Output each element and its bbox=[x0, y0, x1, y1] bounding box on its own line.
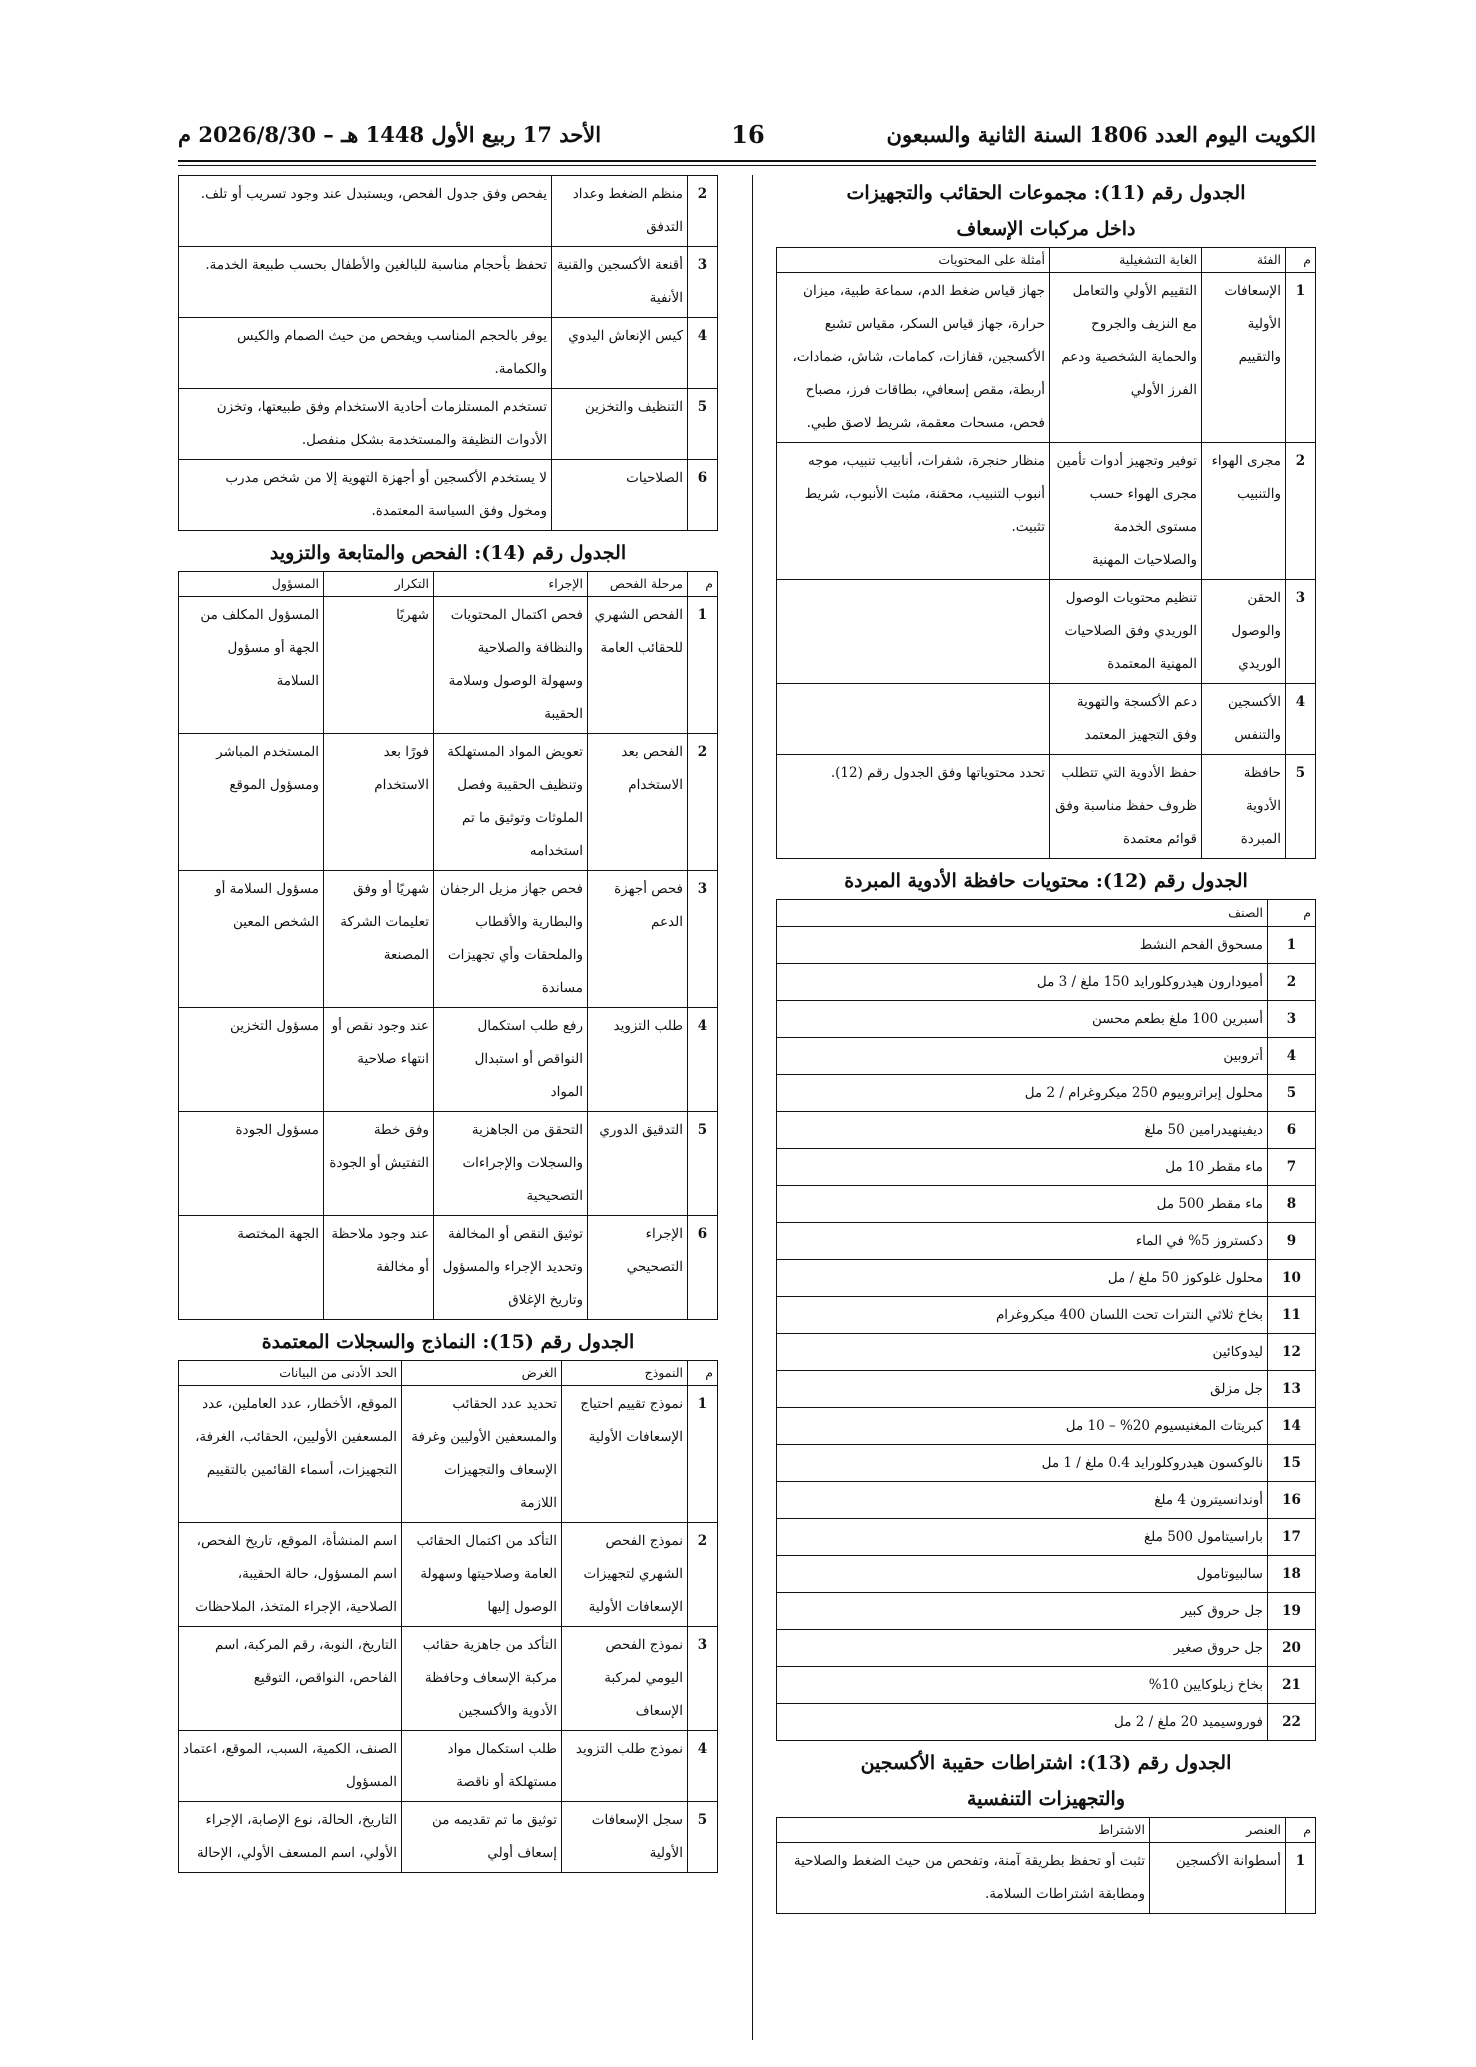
minimum-data: التاريخ، النوبة، رقم المركبة، اسم الفاحص، النواقص، التوقيع bbox=[179, 1627, 402, 1731]
issue-date: الأحد 17 ربيع الأول 1448 هـ – 2026/8/30 م bbox=[178, 122, 602, 147]
item: ديفينهيدرامين 50 ملغ bbox=[777, 1112, 1268, 1149]
form-purpose: التأكد من اكتمال الحقائب العامة وصلاحيتها وسهولة الوصول إليها bbox=[402, 1523, 562, 1627]
table-row bbox=[179, 1731, 718, 1802]
minimum-data: الصنف، الكمية، السبب، الموقع، اعتماد المسؤول bbox=[179, 1731, 402, 1802]
row-number: 1 bbox=[1286, 273, 1316, 443]
table-row bbox=[179, 1216, 718, 1320]
requirement: تثبت أو تحفظ بطريقة آمنة، وتفحص من حيث الضغط والصلاحية ومطابقة اشتراطات السلامة. bbox=[777, 1843, 1150, 1914]
row-number: 2 bbox=[688, 176, 718, 247]
procedure: فحص اكتمال المحتويات والنظافة والصلاحية وسهولة الوصول وسلامة الحقيبة bbox=[434, 597, 588, 734]
right-column bbox=[776, 175, 1316, 1914]
col-header: م bbox=[688, 1361, 718, 1386]
contents: منظار حنجرة، شفرات، أنابيب تنبيب، موجه أنبوب التنبيب، محقنة، مثبت الأنبوب، شريط تثبيت. bbox=[777, 443, 1050, 580]
purpose: دعم الأكسجة والتهوية وفق التجهيز المعتمد bbox=[1050, 684, 1202, 755]
procedure: توثيق النقص أو المخالفة وتحديد الإجراء والمسؤول وتاريخ الإغلاق bbox=[434, 1216, 588, 1320]
minimum-data: التاريخ، الحالة، نوع الإصابة، الإجراء الأولي، اسم المسعف الأولي، الإحالة bbox=[179, 1802, 402, 1873]
col-header: الصنف bbox=[777, 900, 1268, 927]
table-row bbox=[777, 1260, 1316, 1297]
responsible: مسؤول التخزين bbox=[179, 1008, 324, 1112]
row-number: 9 bbox=[1268, 1223, 1316, 1260]
row-number: 5 bbox=[1286, 755, 1316, 859]
table-row bbox=[777, 1001, 1316, 1038]
col-header: الغرض bbox=[402, 1361, 562, 1386]
table-12 bbox=[776, 899, 1316, 1741]
row-number: 5 bbox=[1268, 1075, 1316, 1112]
frequency: وفق خطة التفتيش أو الجودة bbox=[324, 1112, 434, 1216]
table-row bbox=[179, 1386, 718, 1523]
row-number: 4 bbox=[688, 318, 718, 389]
row-number: 8 bbox=[1268, 1186, 1316, 1223]
element: منظم الضغط وعداد التدفق bbox=[552, 176, 688, 247]
table-row bbox=[179, 1627, 718, 1731]
item: فوروسيميد 20 ملغ / 2 مل bbox=[777, 1704, 1268, 1741]
row-number: 22 bbox=[1268, 1704, 1316, 1741]
table-14 bbox=[178, 571, 718, 1320]
table-row bbox=[777, 1223, 1316, 1260]
item: ماء مقطر 10 مل bbox=[777, 1149, 1268, 1186]
table-row bbox=[777, 273, 1316, 443]
item: أميودارون هيدروكلورايد 150 ملغ / 3 مل bbox=[777, 964, 1268, 1001]
row-number: 13 bbox=[1268, 1371, 1316, 1408]
category: الأكسجين والتنفس bbox=[1202, 684, 1286, 755]
form-purpose: تحديد عدد الحقائب والمسعفين الأوليين وغرفة الإسعاف والتجهيزات اللازمة bbox=[402, 1386, 562, 1523]
header-rule-thin bbox=[178, 165, 1316, 166]
row-number: 1 bbox=[1268, 927, 1316, 964]
table-row bbox=[777, 1630, 1316, 1667]
left-column bbox=[178, 175, 718, 1873]
item: ليدوكائين bbox=[777, 1334, 1268, 1371]
table-row bbox=[179, 734, 718, 871]
table-row bbox=[777, 1038, 1316, 1075]
table-row bbox=[777, 1371, 1316, 1408]
row-number: 11 bbox=[1268, 1297, 1316, 1334]
item: محلول غلوكوز 50 ملغ / مل bbox=[777, 1260, 1268, 1297]
row-number: 10 bbox=[1268, 1260, 1316, 1297]
stage: فحص أجهزة الدعم bbox=[588, 871, 688, 1008]
stage: التدقيق الدوري bbox=[588, 1112, 688, 1216]
stage: طلب التزويد bbox=[588, 1008, 688, 1112]
col-header: أمثلة على المحتويات bbox=[777, 248, 1050, 273]
row-number: 3 bbox=[1286, 580, 1316, 684]
table-row bbox=[777, 1843, 1316, 1914]
item: أوندانسيترون 4 ملغ bbox=[777, 1482, 1268, 1519]
requirement: تحفظ بأحجام مناسبة للبالغين والأطفال بحسب طبيعة الخدمة. bbox=[179, 247, 552, 318]
row-number: 2 bbox=[688, 734, 718, 871]
item: مسحوق الفحم النشط bbox=[777, 927, 1268, 964]
col-header: الفئة bbox=[1202, 248, 1286, 273]
table-header-row bbox=[777, 900, 1316, 927]
table-row bbox=[777, 1445, 1316, 1482]
requirement: لا يستخدم الأكسجين أو أجهزة التهوية إلا من شخص مدرب ومخول وفق السياسة المعتمدة. bbox=[179, 460, 552, 531]
row-number: 2 bbox=[1268, 964, 1316, 1001]
item: بخاخ زيلوكايين 10% bbox=[777, 1667, 1268, 1704]
form-name: نموذج طلب التزويد bbox=[562, 1731, 688, 1802]
table-header-row bbox=[179, 1361, 718, 1386]
item: بخاخ ثلاثي النترات تحت اللسان 400 ميكروغرام bbox=[777, 1297, 1268, 1334]
col-header: م bbox=[1268, 900, 1316, 927]
table-15 bbox=[178, 1360, 718, 1873]
column-divider bbox=[752, 175, 753, 2040]
category: حافظة الأدوية المبردة bbox=[1202, 755, 1286, 859]
frequency: عند وجود نقص أو انتهاء صلاحية bbox=[324, 1008, 434, 1112]
item: سالبيوتامول bbox=[777, 1556, 1268, 1593]
row-number: 5 bbox=[688, 1112, 718, 1216]
row-number: 4 bbox=[1286, 684, 1316, 755]
table-row bbox=[777, 1297, 1316, 1334]
form-name: سجل الإسعافات الأولية bbox=[562, 1802, 688, 1873]
item: محلول إبراتروبيوم 250 ميكروغرام / 2 مل bbox=[777, 1075, 1268, 1112]
page-number: 16 bbox=[731, 120, 765, 149]
table-row bbox=[777, 927, 1316, 964]
col-header: مرحلة الفحص bbox=[588, 572, 688, 597]
table-13-part-2 bbox=[178, 175, 718, 531]
table-header-row bbox=[777, 1818, 1316, 1843]
page-header bbox=[178, 118, 1316, 162]
table-11 bbox=[776, 247, 1316, 859]
col-header: المسؤول bbox=[179, 572, 324, 597]
form-purpose: طلب استكمال مواد مستهلكة أو ناقصة bbox=[402, 1731, 562, 1802]
item: دكستروز 5% في الماء bbox=[777, 1223, 1268, 1260]
form-name: نموذج الفحص الشهري لتجهيزات الإسعافات الأولية bbox=[562, 1523, 688, 1627]
table-header-row bbox=[777, 248, 1316, 273]
table-row bbox=[777, 580, 1316, 684]
frequency: شهريًا أو وفق تعليمات الشركة المصنعة bbox=[324, 871, 434, 1008]
table-row bbox=[777, 1667, 1316, 1704]
table-row bbox=[777, 1704, 1316, 1741]
row-number: 19 bbox=[1268, 1593, 1316, 1630]
table-13-subtitle: والتجهيزات التنفسية bbox=[966, 1788, 1125, 1810]
table-row bbox=[777, 964, 1316, 1001]
contents: جهاز قياس ضغط الدم، سماعة طبية، ميزان حرارة، جهاز قياس السكر، مقياس تشبع الأكسجين، قفازات، كمامات، شاش، ضمادات، أربطة، مقص إسعافي، بطاقات فرز، مصباح فحص، مسحات معقمة، شريط لاصق طبي. bbox=[777, 273, 1050, 443]
gazette-issue: الكويت اليوم العدد 1806 السنة الثانية والسبعون bbox=[886, 122, 1316, 147]
table-row bbox=[777, 1593, 1316, 1630]
item: جل مزلق bbox=[777, 1371, 1268, 1408]
row-number: 4 bbox=[688, 1731, 718, 1802]
contents bbox=[777, 580, 1050, 684]
stage: الفحص الشهري للحقائب العامة bbox=[588, 597, 688, 734]
table-13-title: الجدول رقم (13): اشتراطات حقيبة الأكسجين bbox=[860, 1752, 1232, 1774]
row-number: 3 bbox=[1268, 1001, 1316, 1038]
table-row bbox=[777, 443, 1316, 580]
purpose: حفظ الأدوية التي تتطلب ظروف حفظ مناسبة وفق قوائم معتمدة bbox=[1050, 755, 1202, 859]
row-number: 15 bbox=[1268, 1445, 1316, 1482]
purpose: تنظيم محتويات الوصول الوريدي وفق الصلاحيات المهنية المعتمدة bbox=[1050, 580, 1202, 684]
item: نالوكسون هيدروكلورايد 0.4 ملغ / 1 مل bbox=[777, 1445, 1268, 1482]
table-row bbox=[777, 1519, 1316, 1556]
requirement: يفحص وفق جدول الفحص، ويستبدل عند وجود تسريب أو تلف. bbox=[179, 176, 552, 247]
table-row bbox=[179, 1112, 718, 1216]
procedure: تعويض المواد المستهلكة وتنظيف الحقيبة وفصل الملوثات وتوثيق ما تم استخدامه bbox=[434, 734, 588, 871]
item: أتروبين bbox=[777, 1038, 1268, 1075]
col-header: العنصر bbox=[1150, 1818, 1286, 1843]
table-header-row bbox=[179, 572, 718, 597]
purpose: توفير وتجهيز أدوات تأمين مجرى الهواء حسب مستوى الخدمة والصلاحيات المهنية bbox=[1050, 443, 1202, 580]
procedure: فحص جهاز مزيل الرجفان والبطارية والأقطاب والملحقات وأي تجهيزات مساندة bbox=[434, 871, 588, 1008]
row-number: 1 bbox=[1286, 1843, 1316, 1914]
element: أقنعة الأكسجين والقنية الأنفية bbox=[552, 247, 688, 318]
element: كيس الإنعاش اليدوي bbox=[552, 318, 688, 389]
responsible: المسؤول المكلف من الجهة أو مسؤول السلامة bbox=[179, 597, 324, 734]
row-number: 16 bbox=[1268, 1482, 1316, 1519]
row-number: 12 bbox=[1268, 1334, 1316, 1371]
element: الصلاحيات bbox=[552, 460, 688, 531]
col-header: التكرار bbox=[324, 572, 434, 597]
contents: تحدد محتوياتها وفق الجدول رقم (12). bbox=[777, 755, 1050, 859]
col-header: م bbox=[1286, 1818, 1316, 1843]
row-number: 1 bbox=[688, 597, 718, 734]
table-12-title: الجدول رقم (12): محتويات حافظة الأدوية المبردة bbox=[844, 870, 1248, 892]
row-number: 2 bbox=[688, 1523, 718, 1627]
table-row bbox=[179, 389, 718, 460]
item: جل حروق كبير bbox=[777, 1593, 1268, 1630]
col-header: الإجراء bbox=[434, 572, 588, 597]
item: أسبرين 100 ملغ بطعم محسن bbox=[777, 1001, 1268, 1038]
minimum-data: الموقع، الأخطار، عدد العاملين، عدد المسعفين الأوليين، الحقائب، الغرفة، التجهيزات، أسماء القائمين بالتقييم bbox=[179, 1386, 402, 1523]
table-row bbox=[777, 1334, 1316, 1371]
col-header: م bbox=[1286, 248, 1316, 273]
table-11-subtitle: داخل مركبات الإسعاف bbox=[956, 218, 1136, 240]
table-row bbox=[777, 1482, 1316, 1519]
table-row bbox=[777, 1149, 1316, 1186]
row-number: 3 bbox=[688, 871, 718, 1008]
header-rule bbox=[178, 160, 1316, 162]
row-number: 18 bbox=[1268, 1556, 1316, 1593]
frequency: عند وجود ملاحظة أو مخالفة bbox=[324, 1216, 434, 1320]
row-number: 21 bbox=[1268, 1667, 1316, 1704]
row-number: 5 bbox=[688, 389, 718, 460]
item: كبريتات المغنيسيوم 20% – 10 مل bbox=[777, 1408, 1268, 1445]
col-header: الحد الأدنى من البيانات bbox=[179, 1361, 402, 1386]
row-number: 5 bbox=[688, 1802, 718, 1873]
requirement: تستخدم المستلزمات أحادية الاستخدام وفق طبيعتها، وتخزن الأدوات النظيفة والمستخدمة بشكل منفصل. bbox=[179, 389, 552, 460]
table-14-title: الجدول رقم (14): الفحص والمتابعة والتزويد bbox=[269, 542, 627, 564]
row-number: 17 bbox=[1268, 1519, 1316, 1556]
row-number: 3 bbox=[688, 1627, 718, 1731]
row-number: 14 bbox=[1268, 1408, 1316, 1445]
form-purpose: توثيق ما تم تقديمه من إسعاف أولي bbox=[402, 1802, 562, 1873]
col-header: الاشتراط bbox=[777, 1818, 1150, 1843]
col-header: م bbox=[688, 572, 718, 597]
contents bbox=[777, 684, 1050, 755]
row-number: 4 bbox=[688, 1008, 718, 1112]
row-number: 1 bbox=[688, 1386, 718, 1523]
responsible: مسؤول السلامة أو الشخص المعين bbox=[179, 871, 324, 1008]
form-name: نموذج الفحص اليومي لمركبة الإسعاف bbox=[562, 1627, 688, 1731]
category: الإسعافات الأولية والتقييم bbox=[1202, 273, 1286, 443]
frequency: شهريًا bbox=[324, 597, 434, 734]
table-row bbox=[777, 1186, 1316, 1223]
table-row bbox=[777, 1556, 1316, 1593]
item: ماء مقطر 500 مل bbox=[777, 1186, 1268, 1223]
table-row bbox=[179, 597, 718, 734]
responsible: مسؤول الجودة bbox=[179, 1112, 324, 1216]
requirement: يوفر بالحجم المناسب ويفحص من حيث الصمام والكيس والكمامة. bbox=[179, 318, 552, 389]
table-row bbox=[777, 1075, 1316, 1112]
item: باراسيتامول 500 ملغ bbox=[777, 1519, 1268, 1556]
table-row bbox=[777, 1408, 1316, 1445]
table-row bbox=[179, 1008, 718, 1112]
table-row bbox=[777, 1112, 1316, 1149]
item: جل حروق صغير bbox=[777, 1630, 1268, 1667]
table-row bbox=[179, 1802, 718, 1873]
row-number: 6 bbox=[1268, 1112, 1316, 1149]
col-header: النموذج bbox=[562, 1361, 688, 1386]
col-header: الغاية التشغيلية bbox=[1050, 248, 1202, 273]
element: التنظيف والتخزين bbox=[552, 389, 688, 460]
table-15-title: الجدول رقم (15): النماذج والسجلات المعتمدة bbox=[261, 1331, 635, 1353]
table-row bbox=[179, 247, 718, 318]
row-number: 3 bbox=[688, 247, 718, 318]
row-number: 6 bbox=[688, 1216, 718, 1320]
row-number: 2 bbox=[1286, 443, 1316, 580]
row-number: 6 bbox=[688, 460, 718, 531]
form-name: نموذج تقييم احتياج الإسعافات الأولية bbox=[562, 1386, 688, 1523]
table-row bbox=[179, 460, 718, 531]
row-number: 4 bbox=[1268, 1038, 1316, 1075]
frequency: فورًا بعد الاستخدام bbox=[324, 734, 434, 871]
procedure: التحقق من الجاهزية والسجلات والإجراءات التصحيحية bbox=[434, 1112, 588, 1216]
table-row bbox=[179, 176, 718, 247]
stage: الإجراء التصحيحي bbox=[588, 1216, 688, 1320]
row-number: 7 bbox=[1268, 1149, 1316, 1186]
responsible: المستخدم المباشر ومسؤول الموقع bbox=[179, 734, 324, 871]
table-13-part-1 bbox=[776, 1817, 1316, 1914]
stage: الفحص بعد الاستخدام bbox=[588, 734, 688, 871]
table-row bbox=[777, 755, 1316, 859]
minimum-data: اسم المنشأة، الموقع، تاريخ الفحص، اسم المسؤول، حالة الحقيبة، الصلاحية، الإجراء المتخذ، الملاحظات bbox=[179, 1523, 402, 1627]
category: مجرى الهواء والتنبيب bbox=[1202, 443, 1286, 580]
row-number: 20 bbox=[1268, 1630, 1316, 1667]
procedure: رفع طلب استكمال النواقص أو استبدال المواد bbox=[434, 1008, 588, 1112]
element: أسطوانة الأكسجين bbox=[1150, 1843, 1286, 1914]
table-11-title: الجدول رقم (11): مجموعات الحقائب والتجهيزات bbox=[846, 182, 1246, 204]
responsible: الجهة المختصة bbox=[179, 1216, 324, 1320]
form-purpose: التأكد من جاهزية حقائب مركبة الإسعاف وحافظة الأدوية والأكسجين bbox=[402, 1627, 562, 1731]
purpose: التقييم الأولي والتعامل مع النزيف والجروح والحماية الشخصية ودعم الفرز الأولي bbox=[1050, 273, 1202, 443]
table-row bbox=[179, 871, 718, 1008]
table-row bbox=[179, 318, 718, 389]
category: الحقن والوصول الوريدي bbox=[1202, 580, 1286, 684]
table-row bbox=[179, 1523, 718, 1627]
table-row bbox=[777, 684, 1316, 755]
